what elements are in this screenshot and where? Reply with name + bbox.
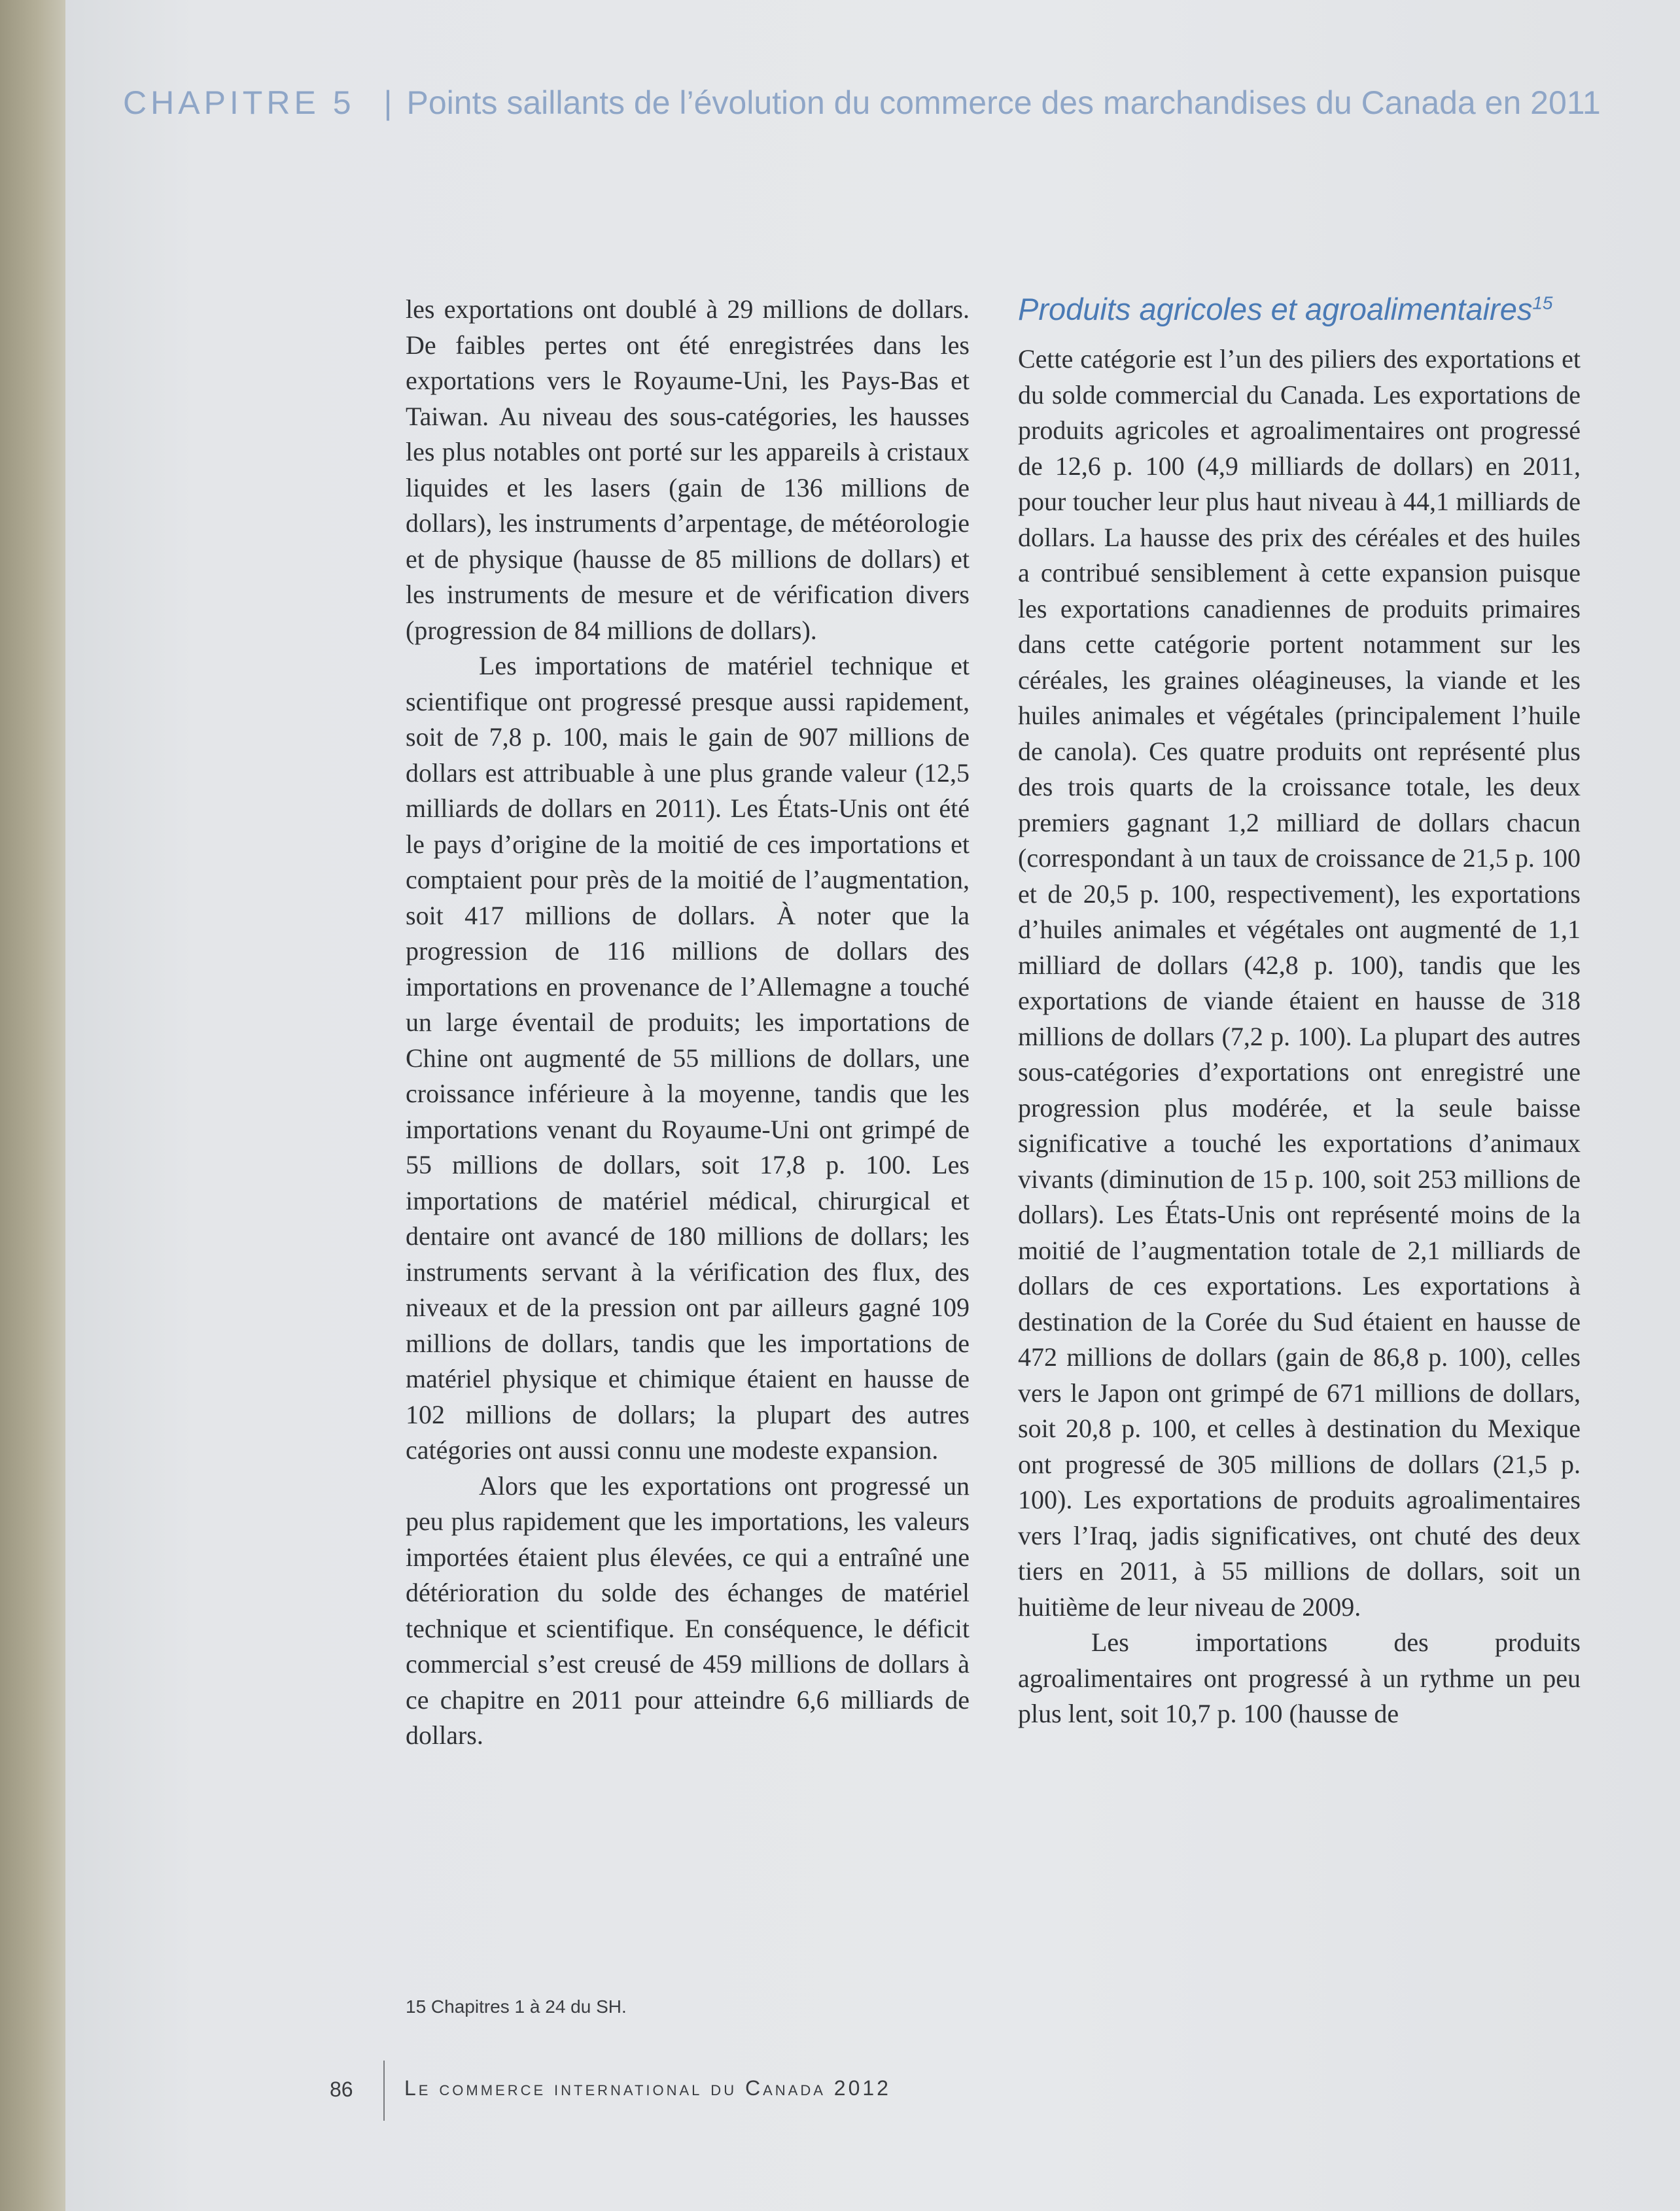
running-header bbox=[123, 84, 1628, 122]
left-column bbox=[406, 292, 970, 1754]
paragraph: Les importations des produits agroalimentaires ont progressé à un rythme un peu plus lent, soit 10,7 p. 100 (hausse de bbox=[1018, 1628, 1581, 1728]
page-number: 86 bbox=[330, 2078, 353, 2101]
publication-title: Le commerce international du Canada 2012 bbox=[404, 2076, 891, 2100]
paragraph: les exportations ont doublé à 29 millions de dollars. De faibles pertes ont été enregistrées dans les exportations vers le Royaume-Uni, les Pays-Bas et Taiwan. Au niveau des sous-catégories, les hausses les plus notables ont porté sur les appareils à cristaux liquides et les lasers (gain de 136 millions de dollars), les instruments d’arpentage, de météorologie et de physique (hausse de 85 millions de dollars) et les instruments de mesure et de vérification divers (progression de 84 millions de dollars). bbox=[406, 294, 970, 645]
section-heading bbox=[1018, 292, 1581, 327]
section-heading-text: Produits agricoles et agroalimentaires bbox=[1018, 292, 1533, 326]
footnote: 15 Chapitres 1 à 24 du SH. bbox=[406, 1996, 627, 2017]
paragraph: Les importations de matériel technique et scientifique ont progressé presque aussi rapidement, soit de 7,8 p. 100, mais le gain de 907 millions de dollars est attribuable à une plus grande valeur (12,5 milliards de dollars en 2011). Les États-Unis ont été le pays d’origine de la moitié de ces importations et comptaient pour près de la moitié de l’augmentation, soit 417 millions de dollars. À noter que la progression de 116 millions de dollars des importations en provenance de l’Allemagne a touché un large éventail de produits; les importations de Chine ont augmenté de 55 millions de dollars, une croissance inférieure à la moyenne, tandis que les importations venant du Royaume-Uni ont grimpé de 55 millions de dollars, soit 17,8 p. 100. Les importations de matériel médical, chirurgical et dentaire ont avancé de 180 millions de dollars; les instruments servant à la vérification des flux, des niveaux et de la pression ont par ailleurs gagné 109 millions de dollars, tandis que les importations de matériel physique et chimique étaient en hausse de 102 millions de dollars; la plupart des autres catégories ont aussi connu une modeste expansion. bbox=[406, 651, 970, 1465]
chapter-label: CHAPITRE 5 bbox=[123, 84, 355, 121]
book-spine-edge bbox=[0, 0, 65, 2211]
chapter-title: Points saillants de l’évolution du commerce des marchandises du Canada en 2011 bbox=[406, 84, 1601, 121]
right-column bbox=[1018, 292, 1581, 1732]
header-separator: | bbox=[383, 84, 393, 121]
footer-divider bbox=[383, 2061, 385, 2121]
paragraph: Alors que les exportations ont progressé un peu plus rapidement que les importations, les valeurs importées étaient plus élevées, ce qui a entraîné une détérioration du solde des échanges de matériel technique et scientifique. En conséquence, le déficit commercial s’est creusé de 459 millions de dollars à ce chapitre en 2011 pour atteindre 6,6 milliards de dollars. bbox=[406, 1471, 970, 1750]
footnote-reference: 15 bbox=[1532, 292, 1553, 313]
paragraph: Cette catégorie est l’un des piliers des exportations et du solde commercial du Canada. Les exportations de produits agricoles et agroalimentaires ont progressé de 12,6 p. 100 (4,9 milliards de dollars) en 2011, pour toucher leur plus haut niveau à 44,1 milliards de dollars. La hausse des prix des céréales et des huiles a contribué sensiblement à cette expansion puisque les exportations canadiennes de produits primaires dans cette catégorie portent notamment sur les céréales, les graines oléagineuses, la viande et les huiles animales et végétales (principalement l’huile de canola). Ces quatre produits ont représenté plus des trois quarts de la croissance totale, les deux premiers gagnant 1,2 milliard de dollars chacun (correspondant à un taux de croissance de 21,5 p. 100 et de 20,5 p. 100, respectivement), les exportations d’huiles animales et végétales ont augmenté de 1,1 milliard de dollars (42,8 p. 100), tandis que les exportations de viande étaient en hausse de 318 millions de dollars (7,2 p. 100). La plupart des autres sous-catégories d’exportations ont enregistré une progression plus modérée, et la seule baisse significative a touché les exportations d’animaux vivants (diminution de 15 p. 100, soit 253 millions de dollars). Les États-Unis ont représenté moins de la moitié de l’augmentation totale de 2,1 milliards de dollars de ces exportations. Les exportations à destination de la Corée du Sud étaient en hausse de 472 millions de dollars (gain de 86,8 p. 100), celles vers le Japon ont grimpé de 671 millions de dollars, soit 20,8 p. 100, et celles à destination du Mexique ont progressé de 305 millions de dollars (21,5 p. 100). Les exportations de produits agroalimentaires vers l’Iraq, jadis significatives, ont chuté des deux tiers en 2011, à 55 millions de dollars, soit un huitième de leur niveau de 2009. bbox=[1018, 344, 1581, 1622]
